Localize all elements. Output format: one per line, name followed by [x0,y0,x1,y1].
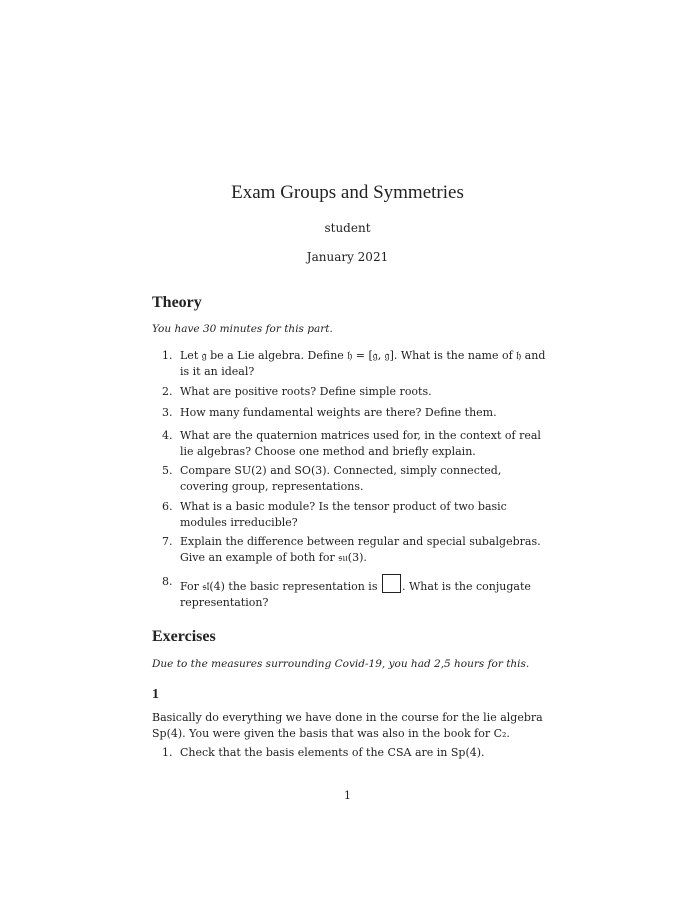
question-text: What are the quaternion matrices used for, in the context of real lie algebras? Choose one method and briefly explain. [180,429,541,458]
document-date: January 2021 [306,250,389,264]
question-number: 5. [162,464,173,477]
question-item [152,428,547,460]
question-number: 6. [162,500,173,513]
question-item [152,463,547,495]
question-item [152,348,547,380]
exercise-item-list [152,745,547,761]
question-text: Explain the difference between regular and special subalgebras. Give an example of both for 𝔰𝔲(3). [180,535,541,564]
exercises-intro: Due to the measures surrounding Covid-19, you had 2,5 hours for this. [152,658,530,670]
question-item [152,384,547,400]
page-number: 1 [344,789,351,802]
young-diagram-box [382,574,401,593]
question-text: For 𝔰𝔩(4) the basic representation is [180,580,378,593]
question-number: 8. [162,575,173,588]
theory-intro: You have 30 minutes for this part. [152,323,333,335]
exercise-item [152,745,547,761]
question-number: 1. [162,349,173,362]
question-item [152,405,547,421]
theory-question-list [152,499,547,531]
theory-question-list [152,384,547,400]
question-text: What are positive roots? Define simple roots. [180,385,432,398]
theory-question-list [152,463,547,495]
question-item [152,574,547,611]
question-text: Let 𝔤 be a Lie algebra. Define 𝔥 = [𝔤, 𝔤]. What is the name of 𝔥 and is it an ideal? [180,349,546,378]
question-text-continued: . What is the conjugate representation? [180,580,531,609]
question-text: Compare SU(2) and SO(3). Connected, simply connected, covering group, representations. [180,464,502,493]
theory-question-list [152,348,547,380]
question-number: 2. [162,385,173,398]
question-text: What is a basic module? Is the tensor product of two basic modules irreducible? [180,500,507,529]
question-number: 3. [162,406,173,419]
question-item [152,499,547,531]
theory-question-list [152,574,547,611]
section-heading-exercises: Exercises [152,628,216,645]
question-text: How many fundamental weights are there? Define them. [180,406,497,419]
document-title: Exam Groups and Symmetries [231,182,464,203]
exercise-item-text: Check that the basis elements of the CSA are in Sp(4). [180,746,485,759]
question-item [152,534,547,566]
theory-question-list [152,405,547,421]
question-number: 7. [162,535,173,548]
question-number: 4. [162,429,173,442]
exercise-body-text: Basically do everything we have done in the course for the lie algebra Sp(4). You were given the basis that was also in the book for C₂. [152,711,543,740]
document-author: student [324,221,371,235]
theory-question-list [152,428,547,460]
exercise-item-number: 1. [162,746,173,759]
subsection-heading-1: 1 [152,687,159,702]
section-heading-theory: Theory [152,294,202,311]
theory-question-list [152,534,547,566]
